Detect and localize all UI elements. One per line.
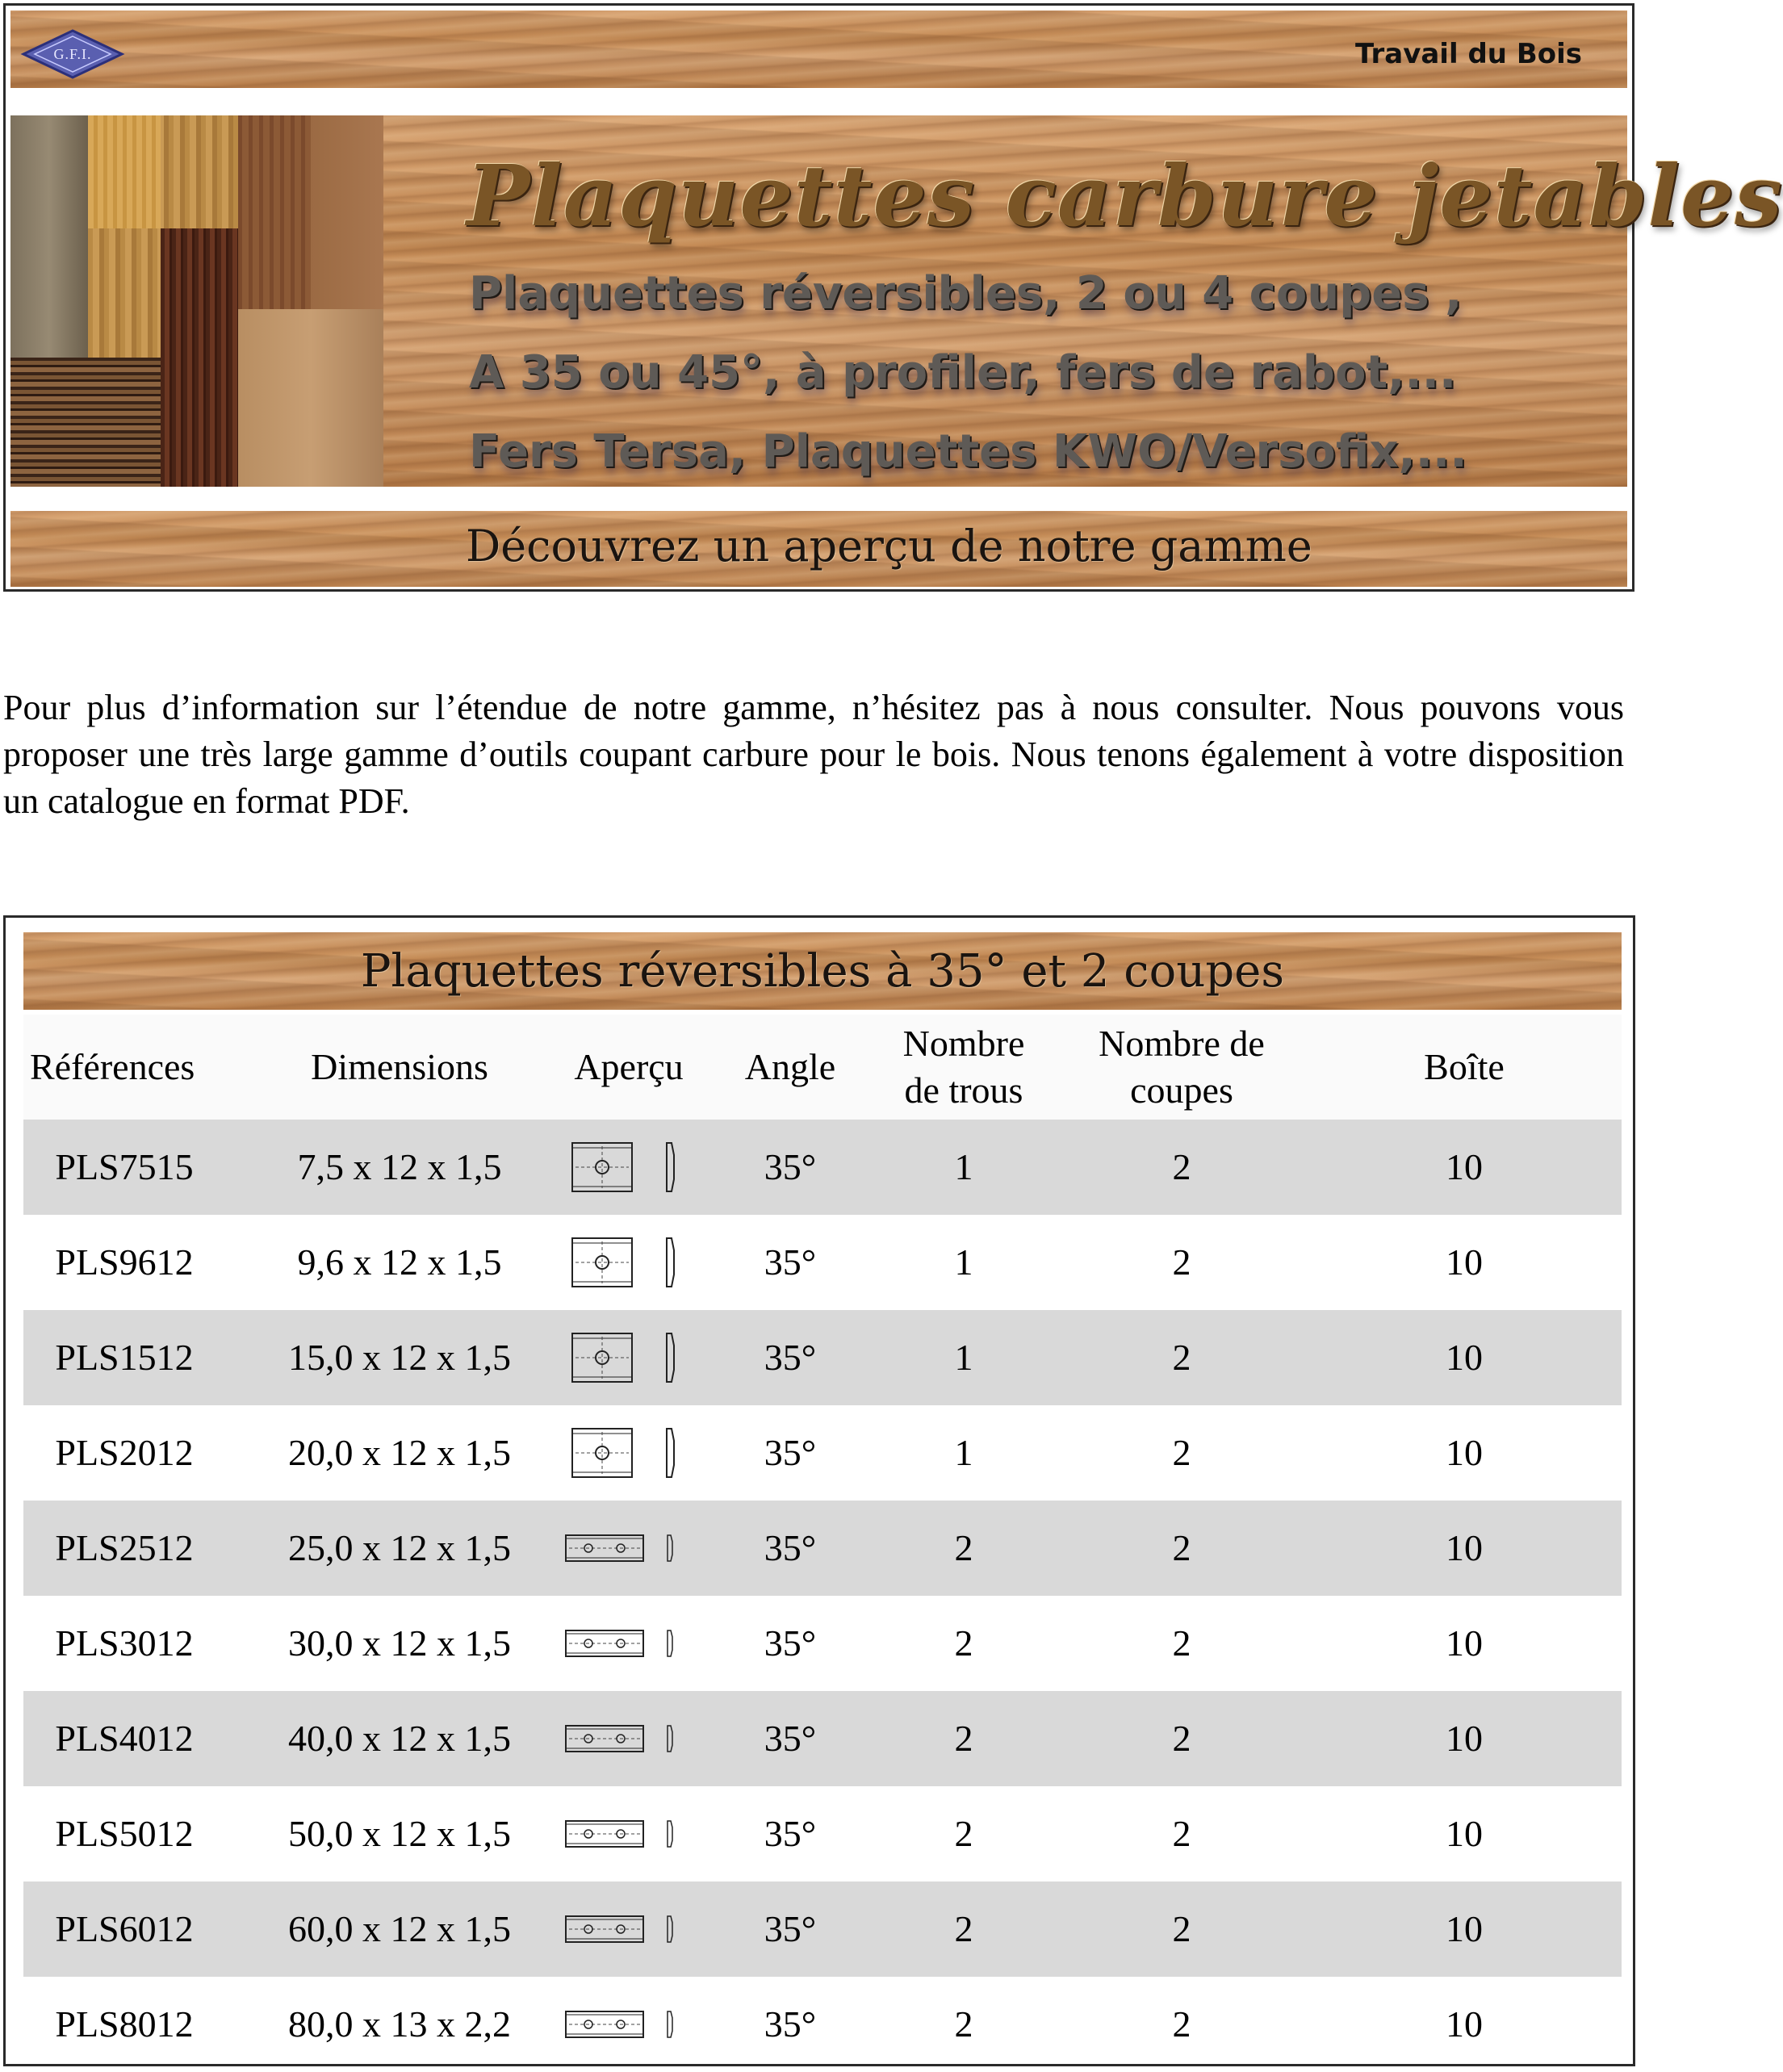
cell-cuts: 2 bbox=[1172, 1718, 1191, 1759]
cell-box: 10 bbox=[1446, 1432, 1483, 1473]
cell-reference: PLS2012 bbox=[55, 1432, 194, 1473]
cell-preview bbox=[548, 1786, 709, 1882]
header-cuts bbox=[1057, 1015, 1307, 1120]
cell-cuts: 2 bbox=[1172, 1908, 1191, 1949]
cell-dimensions: 25,0 x 12 x 1,5 bbox=[288, 1527, 511, 1568]
cell-reference: PLS6012 bbox=[55, 1908, 194, 1949]
cell-preview bbox=[548, 1596, 709, 1691]
cell-cuts: 2 bbox=[1172, 1813, 1191, 1854]
cell-dimensions: 30,0 x 12 x 1,5 bbox=[288, 1622, 511, 1664]
cell-holes: 2 bbox=[954, 1527, 973, 1568]
cell-holes: 1 bbox=[954, 1337, 973, 1378]
cell-holes: 2 bbox=[954, 1718, 973, 1759]
header-banner bbox=[3, 3, 1783, 592]
insert-drawing-icon bbox=[564, 1901, 693, 1957]
header-preview: Aperçu bbox=[574, 1046, 684, 1087]
banner-subline-3: Fers Tersa, Plaquettes KWO/Versofix,... bbox=[469, 425, 1467, 478]
banner-main bbox=[10, 115, 1783, 487]
cell-cuts: 2 bbox=[1172, 1527, 1191, 1568]
header-holes-line-2: de trous bbox=[904, 1069, 1023, 1111]
insert-drawing-icon bbox=[564, 1139, 693, 1195]
cell-cuts: 2 bbox=[1172, 1146, 1191, 1187]
table-row bbox=[23, 1596, 1622, 1691]
cell-preview bbox=[548, 1310, 709, 1405]
cell-holes: 2 bbox=[954, 1908, 973, 1949]
cell-reference: PLS2512 bbox=[55, 1527, 194, 1568]
cell-angle: 35° bbox=[764, 1432, 817, 1473]
cell-dimensions: 60,0 x 12 x 1,5 bbox=[288, 1908, 511, 1949]
cell-box: 10 bbox=[1446, 1908, 1483, 1949]
cell-dimensions: 50,0 x 12 x 1,5 bbox=[288, 1813, 511, 1854]
banner-top-strip bbox=[10, 10, 1627, 88]
cell-angle: 35° bbox=[764, 1622, 817, 1664]
cell-dimensions: 15,0 x 12 x 1,5 bbox=[288, 1337, 511, 1378]
table-title-bar bbox=[23, 932, 1622, 1010]
table-row bbox=[23, 1215, 1622, 1310]
cell-dimensions: 7,5 x 12 x 1,5 bbox=[297, 1146, 502, 1187]
header-holes-line-1: Nombre bbox=[902, 1023, 1025, 1064]
cell-preview bbox=[548, 1691, 709, 1786]
cell-preview bbox=[548, 1882, 709, 1977]
cell-box: 10 bbox=[1446, 1241, 1483, 1283]
cell-angle: 35° bbox=[764, 1337, 817, 1378]
product-table bbox=[3, 915, 1635, 2066]
cell-angle: 35° bbox=[764, 1146, 817, 1187]
cell-cuts: 2 bbox=[1172, 1241, 1191, 1283]
cell-reference: PLS7515 bbox=[55, 1146, 194, 1187]
logo-text: G.F.I. bbox=[53, 45, 92, 62]
header-cuts-line-2: coupes bbox=[1130, 1069, 1233, 1111]
cell-angle: 35° bbox=[764, 1527, 817, 1568]
cell-preview bbox=[548, 1501, 709, 1596]
header-holes bbox=[871, 1015, 1057, 1120]
insert-drawing-icon bbox=[564, 1806, 693, 1862]
table-row bbox=[23, 1501, 1622, 1596]
cell-box: 10 bbox=[1446, 1527, 1483, 1568]
wood-swatches-image bbox=[10, 115, 383, 487]
cell-angle: 35° bbox=[764, 1813, 817, 1854]
banner-headline: Plaquettes carbure jetables bbox=[467, 146, 1783, 245]
cell-box: 10 bbox=[1446, 2003, 1483, 2045]
cell-box: 10 bbox=[1446, 1813, 1483, 1854]
cell-holes: 2 bbox=[954, 1813, 973, 1854]
cell-box: 10 bbox=[1446, 1337, 1483, 1378]
cell-reference: PLS1512 bbox=[55, 1337, 194, 1378]
insert-drawing-icon bbox=[564, 1234, 693, 1291]
table-header-row bbox=[23, 1015, 1622, 1120]
intro-paragraph: Pour plus d’information sur l’étendue de notre gamme, n’hésitez pas à nous consulter. Nous pouvons vous proposer une très large gamme d’outils coupant carbure pour le bois. Nous tenons également à votre disposition un catalogue en format PDF. bbox=[3, 688, 1624, 821]
cell-reference: PLS5012 bbox=[55, 1813, 194, 1854]
table-row bbox=[23, 1786, 1622, 1882]
insert-drawing-icon bbox=[564, 1710, 693, 1767]
cell-cuts: 2 bbox=[1172, 1432, 1191, 1473]
section-tag: Travail du Bois bbox=[1355, 38, 1582, 70]
banner-subline-1: Plaquettes réversibles, 2 ou 4 coupes , bbox=[469, 267, 1463, 320]
cell-holes: 1 bbox=[954, 1432, 973, 1473]
insert-drawing-icon bbox=[564, 1615, 693, 1672]
cell-dimensions: 80,0 x 13 x 2,2 bbox=[288, 2003, 511, 2045]
banner-copy bbox=[390, 115, 1783, 487]
cell-reference: PLS3012 bbox=[55, 1622, 194, 1664]
cell-holes: 2 bbox=[954, 1622, 973, 1664]
insert-drawing-icon bbox=[564, 1520, 693, 1576]
cell-cuts: 2 bbox=[1172, 1622, 1191, 1664]
cell-cuts: 2 bbox=[1172, 2003, 1191, 2045]
header-box: Boîte bbox=[1424, 1046, 1505, 1087]
banner-bottom-strip bbox=[10, 511, 1627, 587]
banner-subline-2: A 35 ou 45°, à profiler, fers de rabot,... bbox=[469, 346, 1457, 399]
cell-angle: 35° bbox=[764, 2003, 817, 2045]
cell-angle: 35° bbox=[764, 1718, 817, 1759]
cell-reference: PLS4012 bbox=[55, 1718, 194, 1759]
insert-drawing-icon bbox=[564, 1329, 693, 1386]
header-references: Références bbox=[30, 1046, 195, 1087]
gfi-logo bbox=[20, 28, 125, 80]
cell-dimensions: 9,6 x 12 x 1,5 bbox=[297, 1241, 502, 1283]
cell-box: 10 bbox=[1446, 1718, 1483, 1759]
cell-dimensions: 20,0 x 12 x 1,5 bbox=[288, 1432, 511, 1473]
cell-box: 10 bbox=[1446, 1622, 1483, 1664]
cell-angle: 35° bbox=[764, 1908, 817, 1949]
cell-preview bbox=[548, 1120, 709, 1215]
discover-caption: Découvrez un aperçu de notre gamme bbox=[466, 521, 1312, 571]
header-cuts-line-1: Nombre de bbox=[1099, 1023, 1265, 1064]
table-row bbox=[23, 1310, 1622, 1405]
table-title: Plaquettes réversibles à 35° et 2 coupes bbox=[360, 944, 1285, 998]
insert-drawing-icon bbox=[564, 1425, 693, 1481]
cell-reference: PLS9612 bbox=[55, 1241, 194, 1283]
insert-drawing-icon bbox=[564, 1996, 693, 2053]
cell-box: 10 bbox=[1446, 1146, 1483, 1187]
table-row bbox=[23, 1882, 1622, 1977]
banner-divider bbox=[10, 487, 1627, 511]
cell-reference: PLS8012 bbox=[55, 2003, 194, 2045]
cell-holes: 1 bbox=[954, 1146, 973, 1187]
cell-holes: 2 bbox=[954, 2003, 973, 2045]
cell-preview bbox=[548, 1215, 709, 1310]
table-row bbox=[23, 1691, 1622, 1786]
header-angle: Angle bbox=[744, 1046, 836, 1087]
table-row bbox=[23, 1120, 1622, 1215]
cell-angle: 35° bbox=[764, 1241, 817, 1283]
table-row bbox=[23, 1977, 1622, 2072]
header-dimensions: Dimensions bbox=[311, 1046, 488, 1087]
table-row bbox=[23, 1405, 1622, 1501]
banner-divider bbox=[10, 88, 1627, 115]
cell-cuts: 2 bbox=[1172, 1337, 1191, 1378]
cell-preview bbox=[548, 1977, 709, 2072]
cell-holes: 1 bbox=[954, 1241, 973, 1283]
cell-preview bbox=[548, 1405, 709, 1501]
cell-dimensions: 40,0 x 12 x 1,5 bbox=[288, 1718, 511, 1759]
